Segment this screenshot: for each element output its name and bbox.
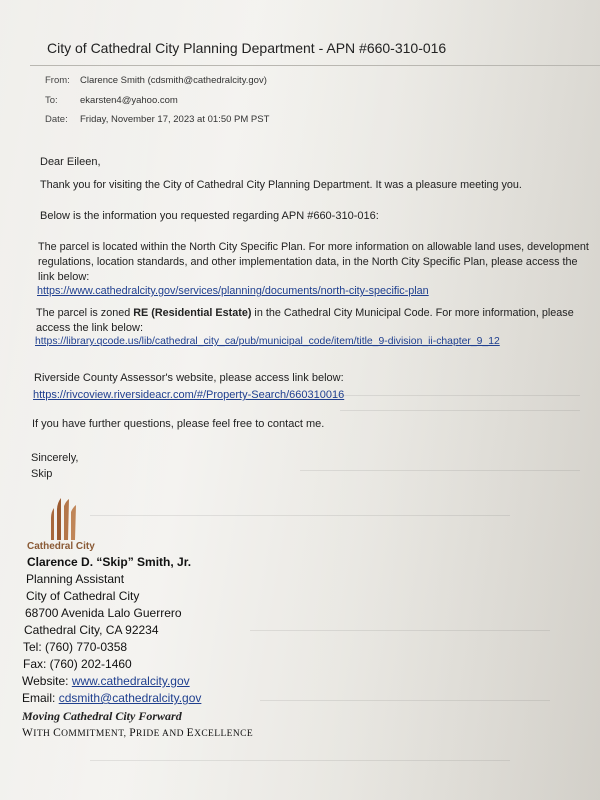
greeting: Dear Eileen, <box>40 156 101 168</box>
tagline-cap: E <box>186 727 195 739</box>
link-north-city-specific-plan[interactable]: https://www.cathedralcity.gov/services/planning/documents/north-city-specific-plan <box>37 285 429 297</box>
signature-address-street: 68700 Avenida Lalo Guerrero <box>25 606 182 620</box>
sender-first-name: Skip <box>31 468 53 480</box>
show-through-line <box>340 410 580 411</box>
website-label: Website: <box>22 674 72 688</box>
tagline-rest: OMMITMENT, <box>61 729 130 739</box>
signature-website-row <box>22 675 190 689</box>
email-subject: City of Cathedral City Planning Department - APN #660-310-016 <box>47 40 447 56</box>
show-through-line <box>330 395 580 396</box>
paragraph-zoning-line2: access the link below: <box>36 322 143 334</box>
zoning-text-post: in the Cathedral City Municipal Code. For more information, please <box>251 307 574 319</box>
signature-title: Planning Assistant <box>26 572 125 586</box>
show-through-line <box>260 700 550 701</box>
signature-telephone: Tel: (760) 770-0358 <box>23 640 128 654</box>
signature-tagline <box>22 727 253 740</box>
tagline-rest: RIDE AND <box>136 729 187 739</box>
header-divider <box>30 65 600 66</box>
paragraph-intro: Below is the information you requested regarding APN #660-310-016: <box>40 210 379 222</box>
zoning-designation: RE (Residential Estate) <box>133 307 252 319</box>
paragraph-thanks: Thank you for visiting the City of Cathedral City Planning Department. It was a pleasure meeting you. <box>40 179 522 191</box>
date-label: Date: <box>45 114 68 125</box>
email-label: Email: <box>22 691 59 705</box>
paragraph-specific-plan-line1: The parcel is located within the North City Specific Plan. For more information on allowable land uses, development <box>38 241 589 253</box>
from-value: Clarence Smith (cdsmith@cathedralcity.gov) <box>80 75 267 86</box>
paragraph-assessor: Riverside County Assessor's website, please access link below: <box>34 372 344 384</box>
tagline-cap: P <box>129 727 137 739</box>
signature-motto: Moving Cathedral City Forward <box>22 709 182 723</box>
tagline-cap: C <box>53 727 62 739</box>
tagline-cap: W <box>22 727 34 739</box>
to-value: ekarsten4@yahoo.com <box>80 95 178 106</box>
logo-wordmark: Cathedral City <box>27 541 95 552</box>
paragraph-specific-plan-line3: link below: <box>38 271 90 283</box>
zoning-text-pre: The parcel is zoned <box>36 307 134 319</box>
closing: Sincerely, <box>31 452 79 464</box>
show-through-line <box>300 470 580 471</box>
tagline-rest: ITH <box>33 729 54 739</box>
date-value: Friday, November 17, 2023 at 01:50 PM PST <box>80 114 270 125</box>
signature-address-city: Cathedral City, CA 92234 <box>24 623 159 637</box>
tagline-rest: XCELLENCE <box>194 729 254 739</box>
link-municipal-code[interactable]: https://library.qcode.us/lib/cathedral_city_ca/pub/municipal_code/item/title_9-division_ii-chapter_9_12 <box>35 336 500 347</box>
signature-organization: City of Cathedral City <box>26 589 140 603</box>
paragraph-specific-plan-line2: regulations, location standards, and other implementation data, in the North City Specific Plan, please access the <box>38 256 578 268</box>
signature-email-row <box>22 692 201 706</box>
signature-name: Clarence D. “Skip” Smith, Jr. <box>27 555 192 569</box>
to-label: To: <box>45 95 58 106</box>
cathedral-city-logo-icon <box>45 498 81 540</box>
show-through-line <box>90 515 510 516</box>
signature-fax: Fax: (760) 202-1460 <box>23 657 132 671</box>
link-riverside-assessor[interactable]: https://rivcoview.riversideacr.com/#/Property-Search/660310016 <box>33 389 345 401</box>
show-through-line <box>250 630 550 631</box>
website-link[interactable]: www.cathedralcity.gov <box>71 674 190 688</box>
from-label: From: <box>45 75 70 86</box>
email-link[interactable]: cdsmith@cathedralcity.gov <box>58 691 202 705</box>
show-through-line <box>90 760 510 761</box>
paragraph-questions: If you have further questions, please feel free to contact me. <box>32 418 325 430</box>
paragraph-zoning-line1 <box>36 307 574 319</box>
